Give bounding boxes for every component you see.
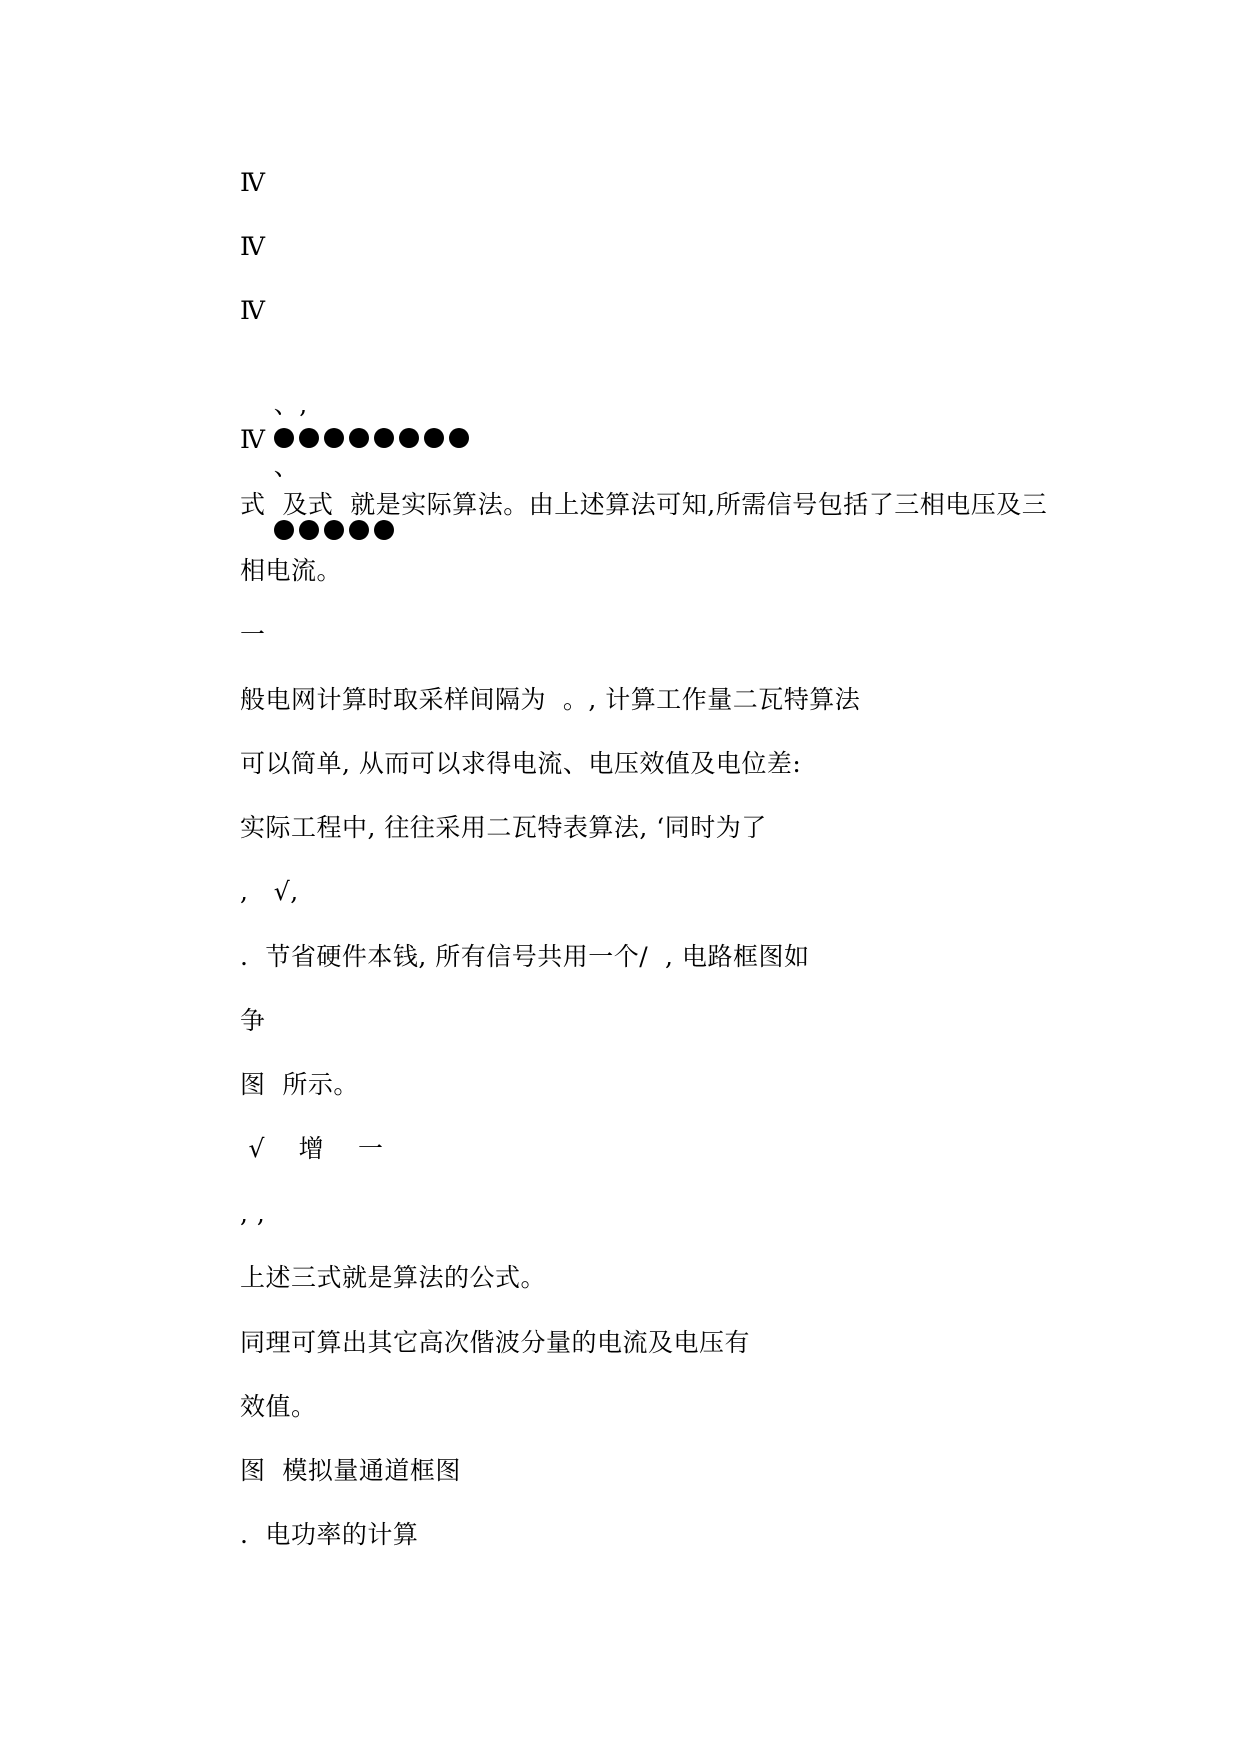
bullet-dot [374, 428, 394, 448]
text-line-9: 般电网计算时取采样间隔为 。, 计算工作量二瓦特算法 [240, 685, 861, 714]
bullet-dot [274, 428, 294, 448]
bullet-dot [374, 520, 394, 540]
bullet-dot [299, 428, 319, 448]
text-line-2: Ⅳ [240, 232, 266, 261]
dots-line-prefix: 、, [273, 390, 317, 419]
bullet-dot [299, 520, 319, 540]
text-line-8: 一 [240, 620, 266, 649]
bullet-dots-line [240, 360, 474, 573]
text-line-3: Ⅳ [240, 296, 266, 325]
text-line-5: Ⅳ [240, 425, 266, 454]
bullet-dot [399, 428, 419, 448]
text-line-1: Ⅳ [240, 168, 266, 197]
text-line-22: . 电功率的计算 [240, 1520, 419, 1549]
text-line-18: 上述三式就是算法的公式。 [240, 1263, 547, 1292]
text-line-21: 图 模拟量通道框图 [240, 1456, 461, 1485]
text-line-10: 可以简单, 从而可以求得电流、电压效值及电位差: [240, 749, 802, 778]
text-line-7: 相电流。 [240, 556, 343, 585]
text-line-16: √ 增 一 [240, 1134, 384, 1163]
text-line-13: . 节省硬件本钱, 所有信号共用一个/ , 电路框图如 [240, 942, 810, 971]
text-line-11: 实际工程中, 往往采用二瓦特表算法, ‘同时为了 [240, 813, 767, 842]
bullet-dot [449, 428, 469, 448]
text-line-15: 图 所示。 [240, 1070, 359, 1099]
bullet-dot [324, 428, 344, 448]
bullet-dot [274, 520, 294, 540]
text-line-14: 争 [240, 1006, 266, 1035]
dots-line-separator: 、 [273, 451, 300, 481]
bullet-dot [424, 428, 444, 448]
dot-group-first [274, 422, 474, 452]
bullet-dot [324, 520, 344, 540]
text-line-17: , , [240, 1199, 266, 1228]
bullet-dot [349, 520, 369, 540]
text-line-12: , √, [240, 877, 299, 906]
text-line-19: 同理可算出其它高次偕波分量的电流及电压有 [240, 1328, 751, 1357]
text-line-20: 效值。 [240, 1392, 317, 1421]
bullet-dot [349, 428, 369, 448]
text-line-6: 式 及式 就是实际算法。由上述算法可知,所需信号包括了三相电压及三 [240, 490, 1048, 519]
